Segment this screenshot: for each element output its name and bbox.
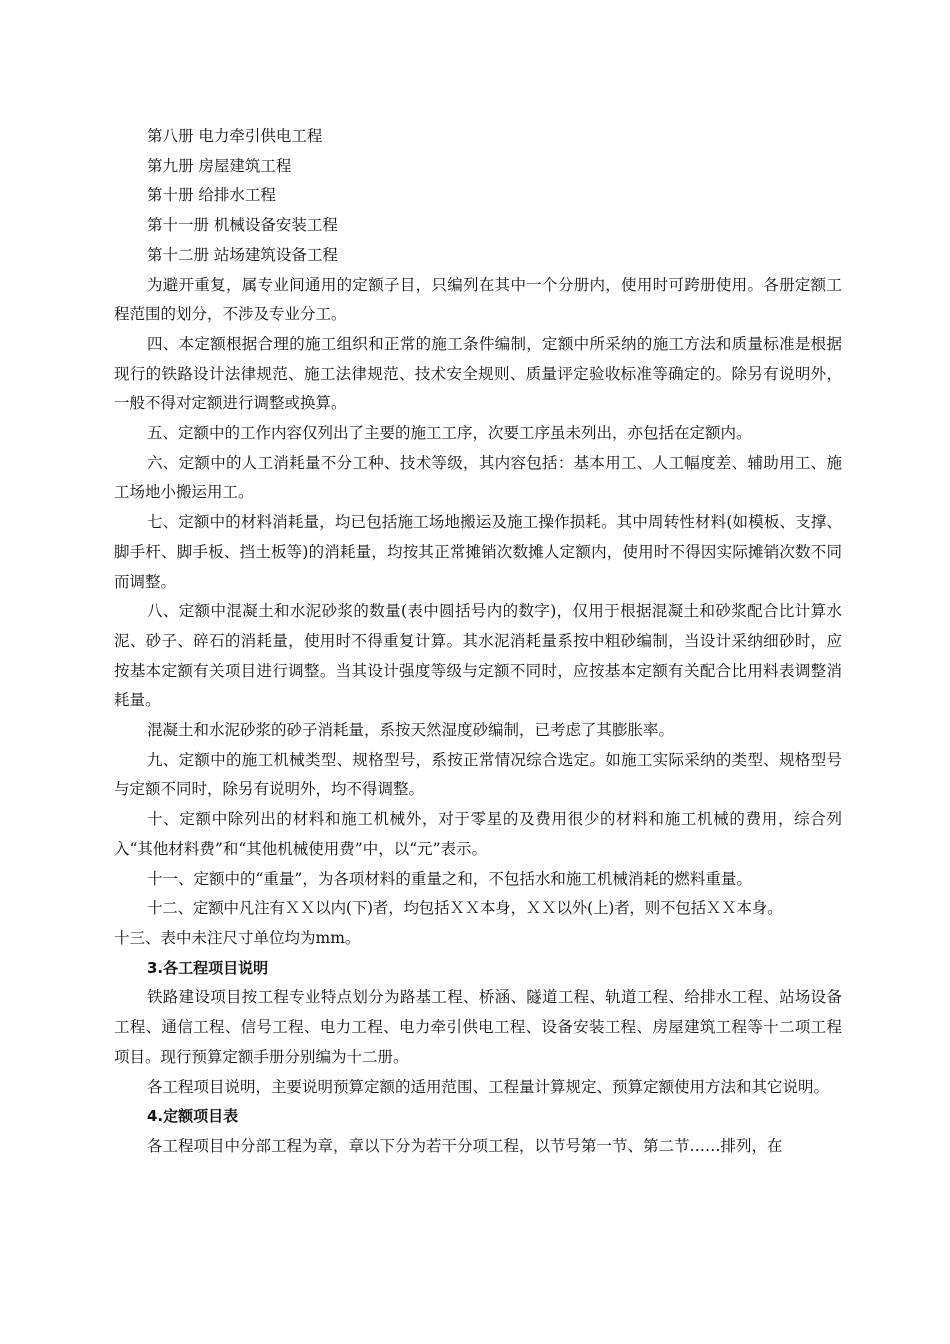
paragraph-item-12: 十二、定额中凡注有ＸＸ以内(下)者，均包括ＸＸ本身，ＸＸ以外(上)者，则不包括ＸＸ本身。: [147, 899, 783, 918]
volume-item: 第十一册 机械设备安装工程: [147, 216, 338, 235]
paragraph-item-4: 四、本定额根据合理的施工组织和正常的施工条件编制，定额中所采纳的施工方法和质量标准是根据现行的铁路设计法律规范、施工法律规范、技术安全规则、质量评定验收标准等确定的。除另有说明外，一般不得对定额进行调整或换算。: [114, 334, 842, 413]
section-heading-3: 3.各工程项目说明: [147, 958, 269, 977]
paragraph-item-9: 九、定额中的施工机械类型、规格型号，系按正常情况综合选定。如施工实际采纳的类型、规格型号与定额不同时，除另有说明外，均不得调整。: [114, 750, 842, 799]
volume-item: 第十册 给排水工程: [147, 186, 276, 205]
section3-paragraph: 各工程项目说明，主要说明预算定额的适用范围、工程量计算规定、预算定额使用方法和其它说明。: [147, 1077, 830, 1096]
paragraph-item-6: 六、定额中的人工消耗量不分工种、技术等级，其内容包括：基本用工、人工幅度差、辅助用工、施工场地小搬运用工。: [114, 453, 842, 502]
paragraph-item-11: 十一、定额中的“重量”，为各项材料的重量之和，不包括水和施工机械消耗的燃料重量。: [147, 869, 752, 888]
paragraph-item-10: 十、定额中除列出的材料和施工机械外，对于零星的及费用很少的材料和施工机械的费用，综合列入“其他材料费”和“其他机械使用费”中，以“元”表示。: [114, 810, 842, 858]
paragraph-item-13: 十三、表中未注尺寸单位均为mm。: [114, 928, 361, 947]
paragraph-item-7: 七、定额中的材料消耗量，均已包括施工场地搬运及施工操作损耗。其中周转性材料(如模板、支撑、脚手杆、脚手板、挡土板等)的消耗量，均按其正常摊销次数摊人定额内，使用时不得因实际摊销次数不同而调整。: [114, 513, 842, 591]
section-heading-4: 4.定额项目表: [147, 1107, 239, 1126]
volume-item: 第十二册 站场建筑设备工程: [147, 245, 338, 264]
section3-paragraph: 铁路建设项目按工程专业特点划分为路基工程、桥涵、隧道工程、轨道工程、给排水工程、站场设备工程、通信工程、信号工程、电力工程、电力牵引供电工程、设备安装工程、房屋建筑工程等十二项工程项目。现行预算定额手册分别编为十二册。: [114, 988, 842, 1066]
document-body: [114, 122, 842, 1162]
section4-paragraph: 各工程项目中分部工程为章，章以下分为若干分项工程，以节号第一节、第二节……排列，在: [147, 1136, 783, 1155]
paragraph-sand-consumption: 混凝土和水泥砂浆的砂子消耗量，系按天然湿度砂编制，已考虑了其膨胀率。: [147, 721, 675, 740]
volume-item: 第九册 房屋建筑工程: [147, 156, 292, 175]
volume-item: 第八册 电力牵引供电工程: [147, 127, 323, 145]
paragraph-item-8: 八、定额中混凝土和水泥砂浆的数量(表中圆括号内的数字)，仅用于根据混凝土和砂浆配合比计算水泥、砂子、碎石的消耗量，使用时不得重复计算。其水泥消耗量系按中粗砂编制，当设计采纳细砂时，应按基本定额有关项目进行调整。当其设计强度等级与定额不同时，应按基本定额有关配合比用料表调整消耗量。: [114, 602, 842, 710]
paragraph-item-5: 五、定额中的工作内容仅列出了主要的施工工序，次要工序虽未列出，亦包括在定额内。: [147, 424, 752, 443]
paragraph-cross-volume-use: 为避开重复，属专业间通用的定额子目，只编列在其中一个分册内，使用时可跨册使用。各册定额工程范围的划分，不涉及专业分工。: [114, 275, 842, 324]
